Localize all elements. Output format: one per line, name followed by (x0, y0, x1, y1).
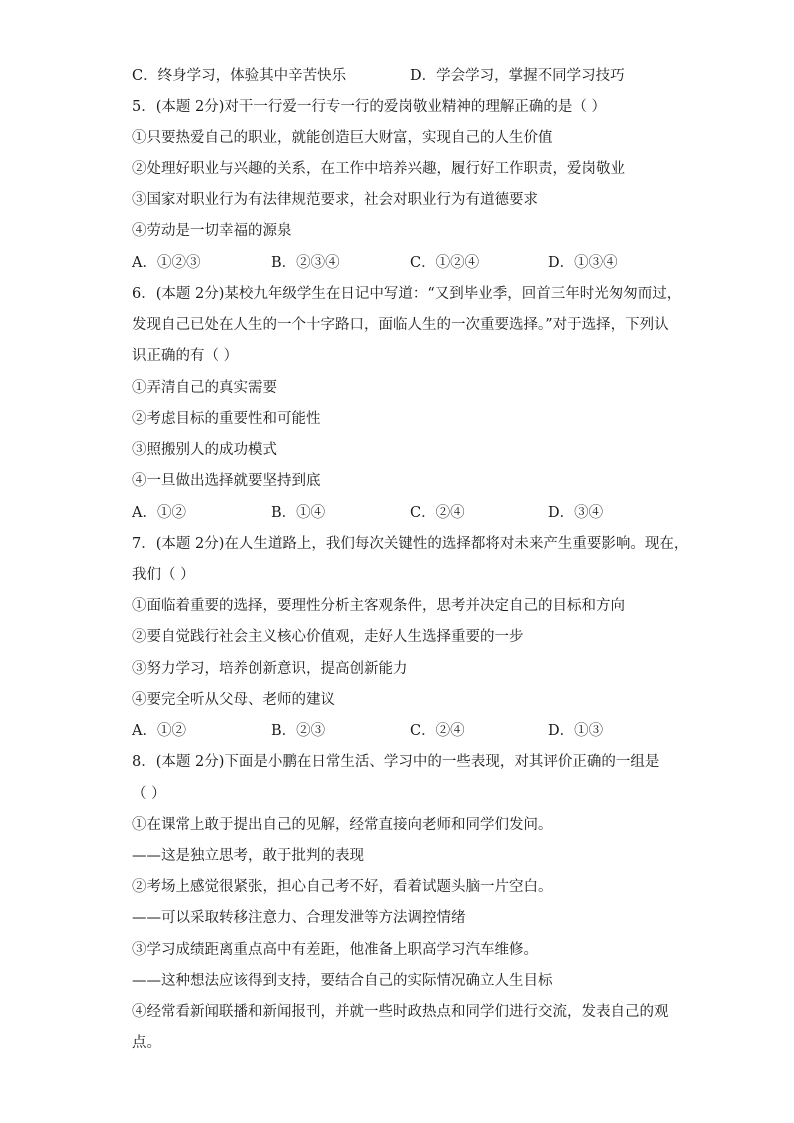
q7-item-4: ④要完全听从父母、老师的建议 (132, 692, 335, 708)
q7-stem-line-2: 我们（ ） (132, 567, 195, 583)
q7-item-3: ③努力学习，培养创新意识，提高创新能力 (132, 661, 408, 677)
q6-option-c[interactable]: C．②④ (410, 505, 465, 521)
q5-option-c[interactable]: C．①②④ (410, 255, 480, 271)
q8-stem-line-2: （ ） (132, 786, 166, 802)
q6-stem-line-1: 6．(本题 2分)某校九年级学生在日记中写道：“又到毕业季，回首三年时光匆匆而过， (132, 286, 682, 302)
q5-item-2: ②处理好职业与兴趣的关系，在工作中培养兴趣，履行好工作职责，爱岗敬业 (132, 161, 625, 177)
q7-item-2: ②要自觉践行社会主义核心价值观，走好人生选择重要的一步 (132, 629, 524, 645)
q5-stem: 5．(本题 2分)对干一行爱一行专一行的爱岗敬业精神的理解正确的是（ ） (132, 99, 606, 115)
q4-option-c[interactable]: C．终身学习，体验其中辛苦快乐 (132, 68, 347, 84)
q8-item-4-line-2: 点。 (132, 1035, 161, 1051)
q5-option-b[interactable]: B．②③④ (271, 255, 340, 271)
q8-comment-2: ——可以采取转移注意力、合理发泄等方法调控情绪 (132, 910, 466, 926)
q7-option-d[interactable]: D．①③ (548, 723, 604, 739)
q6-item-3: ③照搬别人的成功模式 (132, 442, 277, 458)
q5-item-1: ①只要热爱自己的职业，就能创造巨大财富，实现自己的人生价值 (132, 130, 553, 146)
q8-item-4-line-1: ④经常看新闻联播和新闻报刊，并就一些时政热点和同学们进行交流，发表自己的观 (132, 1004, 669, 1020)
q4-option-d[interactable]: D．学会学习，掌握不同学习技巧 (410, 68, 625, 84)
q6-option-d[interactable]: D．③④ (548, 505, 604, 521)
q5-item-4: ④劳动是一切幸福的源泉 (132, 223, 292, 239)
q6-stem-line-2: 发现自己已处在人生的一个十字路口，面临人生的一次重要选择。”对于选择，下列认 (132, 317, 669, 333)
q6-item-2: ②考虑目标的重要性和可能性 (132, 411, 321, 427)
q7-option-c[interactable]: C．②④ (410, 723, 465, 739)
q7-stem-line-1: 7．(本题 2分)在人生道路上，我们每次关键性的选择都将对未来产生重要影响。现在， (132, 536, 689, 552)
q7-option-a[interactable]: A．①② (132, 723, 186, 739)
q8-stem-line-1: 8．(本题 2分)下面是小鹏在日常生活、学习中的一些表现，对其评价正确的一组是 (132, 754, 660, 770)
q8-item-2: ②考场上感觉很紧张，担心自己考不好，看着试题头脑一片空白。 (132, 879, 553, 895)
q8-item-1: ①在课常上敢于提出自己的见解，经常直接向老师和同学们发问。 (132, 817, 553, 833)
q8-item-3: ③学习成绩距离重点高中有差距，他准备上职高学习汽车维修。 (132, 942, 538, 958)
q6-option-a[interactable]: A．①② (132, 505, 186, 521)
q6-stem-line-3: 识正确的有（ ） (132, 348, 239, 364)
q6-item-1: ①弄清自己的真实需要 (132, 380, 277, 396)
q7-item-1: ①面临着重要的选择，要理性分析主客观条件，思考并决定自己的目标和方向 (132, 598, 625, 614)
q8-comment-1: ——这是独立思考，敢于批判的表现 (132, 848, 364, 864)
q5-item-3: ③国家对职业行为有法律规范要求，社会对职业行为有道德要求 (132, 192, 538, 208)
q6-item-4: ④一旦做出选择就要坚持到底 (132, 473, 321, 489)
q5-option-d[interactable]: D．①③④ (548, 255, 618, 271)
q7-option-b[interactable]: B．②③ (271, 723, 326, 739)
q5-option-a[interactable]: A．①②③ (132, 255, 201, 271)
q8-comment-3: ——这种想法应该得到支持，要结合自己的实际情况确立人生目标 (132, 973, 553, 989)
q6-option-b[interactable]: B．①④ (271, 505, 326, 521)
